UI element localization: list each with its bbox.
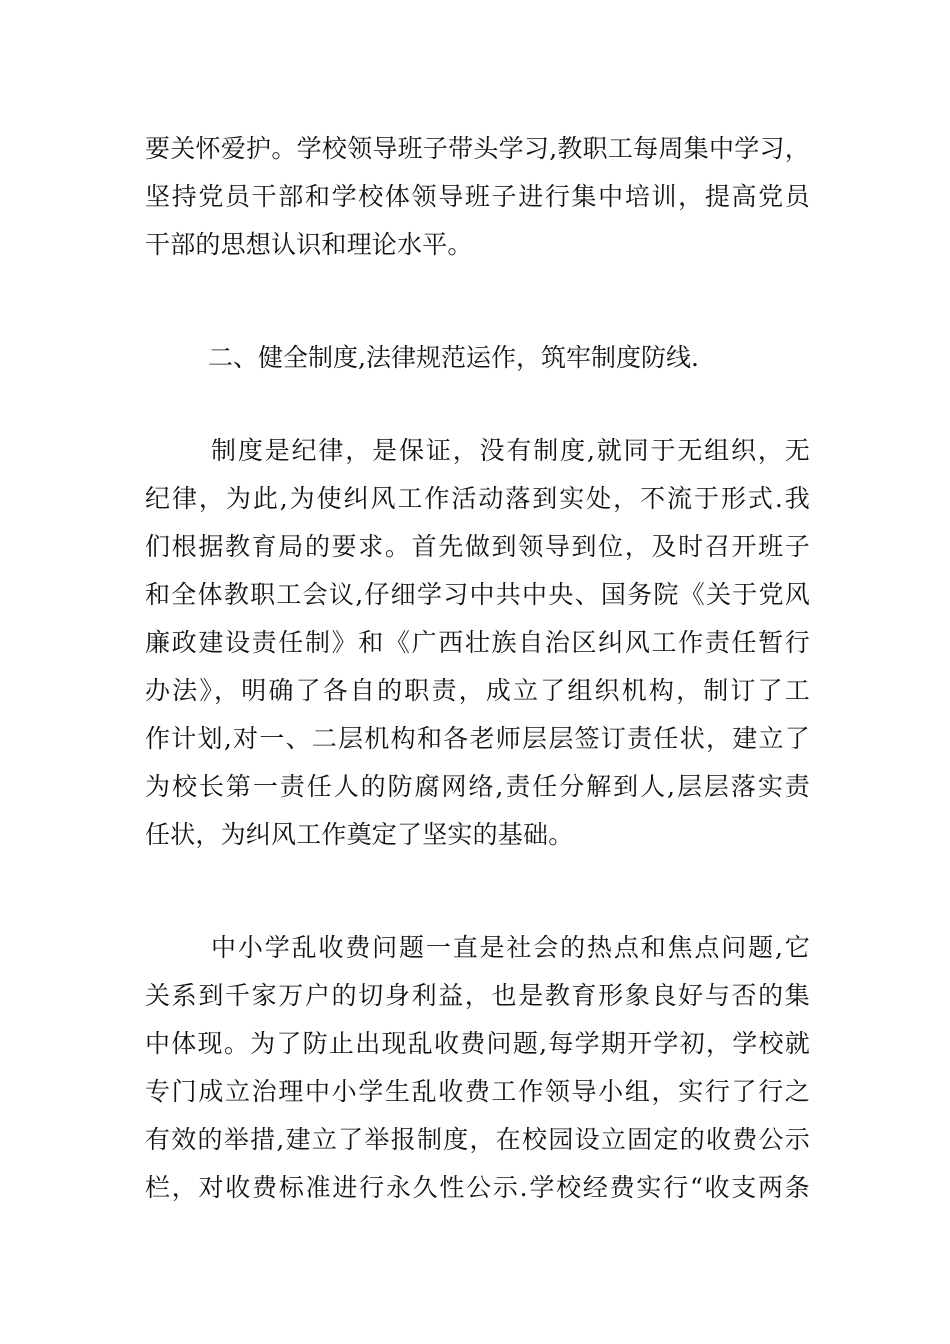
paragraph-study xyxy=(145,125,810,269)
text-line: 们根据教育局的要求。首先做到领导到位，及时召开班子 xyxy=(145,532,810,561)
paragraph-fees xyxy=(145,924,810,1212)
text-line: 纪律，为此,为使纠风工作活动落到实处，不流于形式.我 xyxy=(145,484,810,513)
text-line: 坚持党员干部和学校体领导班子进行集中培训，提高党员 xyxy=(145,182,810,211)
text-line: 有效的举措,建立了举报制度，在校园设立固定的收费公示 xyxy=(145,1125,810,1154)
text-line: 廉政建设责任制》和《广西壮族自治区纠风工作责任暂行 xyxy=(145,628,810,657)
text-line: 为校长第一责任人的防腐网络,责任分解到人,层层落实责 xyxy=(145,772,810,801)
text-line: 中小学乱收费问题一直是社会的热点和焦点问题,它 xyxy=(211,933,810,962)
text-line: 专门成立治理中小学生乱收费工作领导小组，实行了行之 xyxy=(145,1077,810,1106)
text-line: 关系到千家万户的切身利益，也是教育形象良好与否的集 xyxy=(145,981,810,1010)
text-line: 制度是纪律，是保证，没有制度,就同于无组织，无 xyxy=(211,436,810,465)
text-line: 办法》，明确了各自的职责，成立了组织机构，制订了工 xyxy=(145,676,810,705)
text-line: 作计划,对一、二层机构和各老师层层签订责任状，建立了 xyxy=(145,724,810,753)
text-line: 栏，对收费标准进行永久性公示.学校经费实行“收支两条 xyxy=(145,1173,810,1202)
text-line: 中体现。为了防止出现乱收费问题,每学期开学初，学校就 xyxy=(145,1029,810,1058)
section-heading: 二、健全制度,法律规范运作，筑牢制度防线. xyxy=(208,343,699,372)
text-line: 要关怀爱护。学校领导班子带头学习,教职工每周集中学习， xyxy=(145,134,810,163)
text-line: 和全体教职工会议,仔细学习中共中央、国务院《关于党风 xyxy=(145,580,810,609)
text-line: 任状，为纠风工作奠定了坚实的基础。 xyxy=(145,820,574,849)
text-line: 干部的思想认识和理论水平。 xyxy=(145,230,473,259)
paragraph-system xyxy=(145,427,810,859)
